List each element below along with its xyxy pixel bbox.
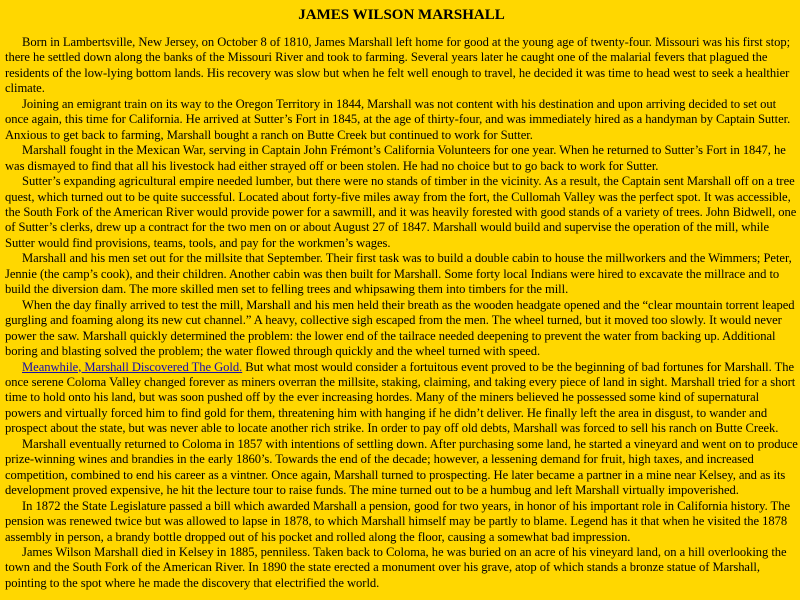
gold-discovery-text: But what most would consider a fortuitous event proved to be the beginning of bad fortunes for Marshall. The once serene Coloma Valley changed forever as miners overran the millsite, staking, claiming, and taking every piece of land in sight. Marshall tried for a short time to hold onto his land, but was soon pushed off by the ever increasing hordes. Many of the miners believed he possessed some kind of supernatural powers and virtually forced him to find gold for them, threatening him with hanging if he didn’t deliver. He finally left the area in disgust, to wander and prospect about the state, but was never able to locate another rich strike. In order to pay off old debts, Marshall was forced to sell his ranch on Butte Creek. [5,359,796,436]
paragraph-tree-quest: Sutter’s expanding agricultural empire needed lumber, but there were no stands of timber in the vicinity. As a result, the Captain sent Marshall off on a tree quest, which turned out to be quite successful. Located about forty-five miles away from the fort, the Cullomah Valley was the perfect spot. It was accessible, the South Fork of the American River would provide power for a sawmill, and it was heavily forested with good stands of a variety of trees. John Bidwell, one of Sutter’s clerks, drew up a contract for the two men on or about August 27 of 1847. Marshall would build and supervise the operation of the mill, while Sutter would find provisions, teams, tools, and pay for the workmen’s wages. [5,174,797,250]
paragraph-gold-discovery [5,360,798,437]
paragraph-mill-test: When the day finally arrived to test the mill, Marshall and his men held their breath as the wooden headgate opened and the “clear mountain torrent leaped gurgling and foaming along its new cut channel.” A heavy, collective sigh escaped from the men. The wheel turned, but it moved too slowly. It would never power the saw. Marshall quickly determined the problem: the lower end of the tailrace needed deepening to prevent the water from backing up. Additional boring and blasting solved the problem; the water flowed through quickly and the wheel turned with speed. [5,297,795,359]
paragraph-death: James Wilson Marshall died in Kelsey in 1885, penniless. Taken back to Coloma, he was buried on an acre of his vineyard land, on a hill overlooking the town and the South Fork of the American River. In 1890 the state erected a monument over his grave, atop of which stands a bronze statue of Marshall, pointing to the spot where he made the discovery that electrified the world. [5,544,787,590]
paragraph-oregon-journey: Joining an emigrant train on its way to the Oregon Territory in 1844, Marshall was not content with his destination and upon arriving decided to set out once again, this time for California. He arrived at Sutter’s Fort in 1845, at the age of thirty-four, and was immediately hired as a handyman by Captain Sutter. Anxious to get back to farming, Marshall bought a ranch on Butte Creek but continued to work for Sutter. [5,96,791,142]
page-title: JAMES WILSON MARSHALL [298,7,505,23]
paragraph-pension: In 1872 the State Legislature passed a bill which awarded Marshall a pension, good for two years, in honor of his important role in California history. The pension was renewed twice but was allowed to lapse in 1878, to which Marshall himself may be partly to blame. Legend has it that when he visited the 1878 assembly in person, a brandy bottle dropped out of his pocket and rolled along the floor, causing a somewhat bad impression. [5,498,790,544]
paragraph-vineyard: Marshall eventually returned to Coloma in 1857 with intentions of settling down. After purchasing some land, he started a vineyard and went on to produce prize-winning wines and brandies in the early 1860’s. Towards the end of the decade; however, a lessening demand for fruit, high taxes, and increased competition, combined to end his career as a vintner. Once again, Marshall turned to prospecting. He later became a partner in a mine near Kelsey, and as its development proved expensive, he hit the lecture tour to raise funds. The mine turned out to be a humbug and left Marshall virtually impoverished. [5,436,798,498]
paragraph-early-life: Born in Lambertsville, New Jersey, on October 8 of 1810, James Marshall left home for good at the young age of twenty-four. Missouri was his first stop; there he settled down along the banks of the Missouri River and took to farming. Several years later he caught one of the malarial fevers that plagued the residents of the low-lying bottom lands. His recovery was slow but when he felt well enough to travel, he decided it was time to head west to seek a healthier climate. [5,35,791,96]
gold-discovery-link[interactable]: Meanwhile, Marshall Discovered The Gold. [22,359,243,374]
paragraph-mexican-war: Marshall fought in the Mexican War, serving in Captain John Frémont’s California Volunteers for one year. When he returned to Sutter’s Fort in 1847, he was dismayed to find that all his livestock had either strayed off or been stolen. He had no choice but to go back to work for Sutter. [5,143,786,173]
paragraph-millsite: Marshall and his men set out for the millsite that September. Their first task was to build a double cabin to house the millworkers and the Wimmers; Peter, Jennie (the camp’s cook), and their children. Another cabin was then built for Marshall. Some forty local Indians were hired to excavate the millrace and to build the diversion dam. The more skilled men set to felling trees and whipsawing them into timbers for the mill. [5,251,792,297]
